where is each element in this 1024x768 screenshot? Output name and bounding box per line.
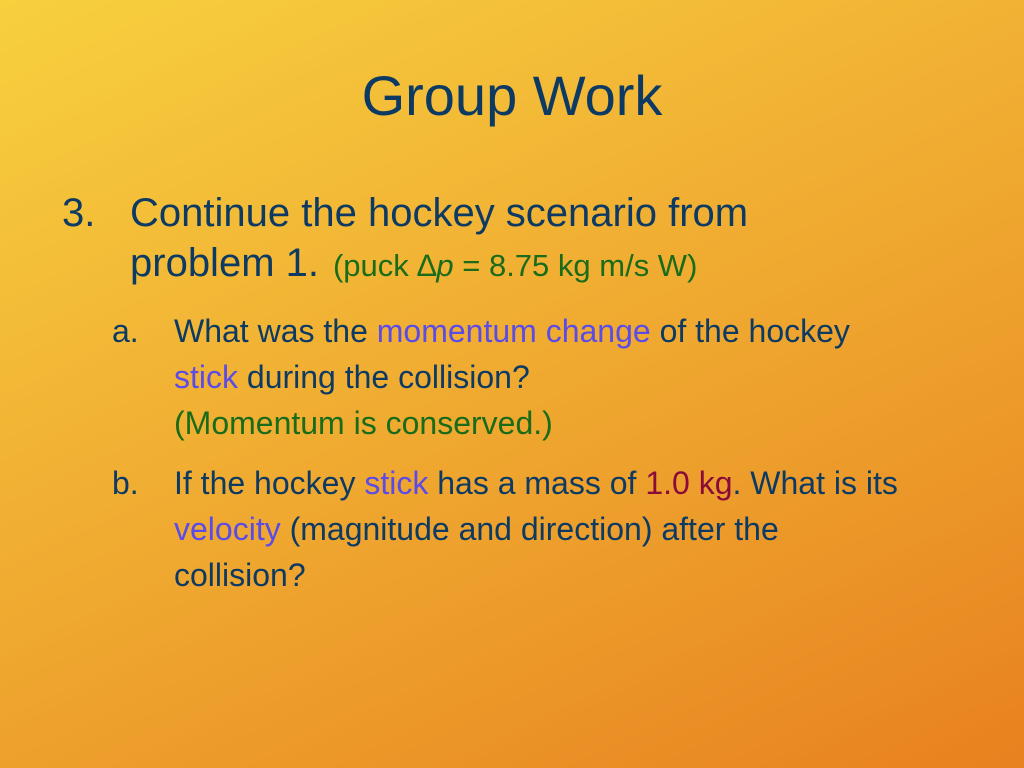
puck-momentum-note — [333, 248, 697, 283]
problem-number: 3. — [62, 191, 96, 235]
note-close: = 8.75 kg m/s W) — [453, 248, 698, 283]
part-b-text — [174, 460, 912, 598]
problem-line-2: problem 1. — [130, 241, 319, 285]
part-a-text-1: What was the — [174, 313, 377, 349]
slide-title: Group Work — [361, 64, 663, 127]
part-b-text-3: . What is its — [732, 465, 898, 501]
note-open: (puck — [332, 248, 418, 283]
conservation-note: (Momentum is conserved.) — [174, 405, 553, 441]
keyword-stick-b: stick — [364, 465, 429, 501]
problem-text — [130, 188, 962, 291]
part-b-text-1: If the hockey — [174, 465, 365, 501]
problem-3 — [62, 188, 962, 291]
part-a — [112, 308, 912, 446]
part-a-text-3: during the collision? — [238, 359, 530, 395]
part-a-text — [174, 308, 912, 446]
part-a-letter: a. — [112, 313, 139, 349]
keyword-velocity: velocity — [174, 511, 281, 547]
part-b-text-4: (magnitude and direction) after the collision? — [174, 511, 779, 593]
part-b — [112, 460, 912, 598]
keyword-stick: stick — [174, 359, 238, 395]
delta-symbol: ∆ — [417, 248, 437, 283]
part-b-text-2: has a mass of — [428, 465, 646, 501]
problem-line-1: Continue the hockey scenario from — [130, 191, 749, 235]
part-a-text-2: of the hockey — [650, 313, 850, 349]
part-b-letter: b. — [112, 465, 139, 501]
keyword-momentum-change: momentum change — [376, 313, 651, 349]
p-symbol: p — [436, 248, 454, 283]
mass-value: 1.0 kg — [645, 465, 733, 501]
